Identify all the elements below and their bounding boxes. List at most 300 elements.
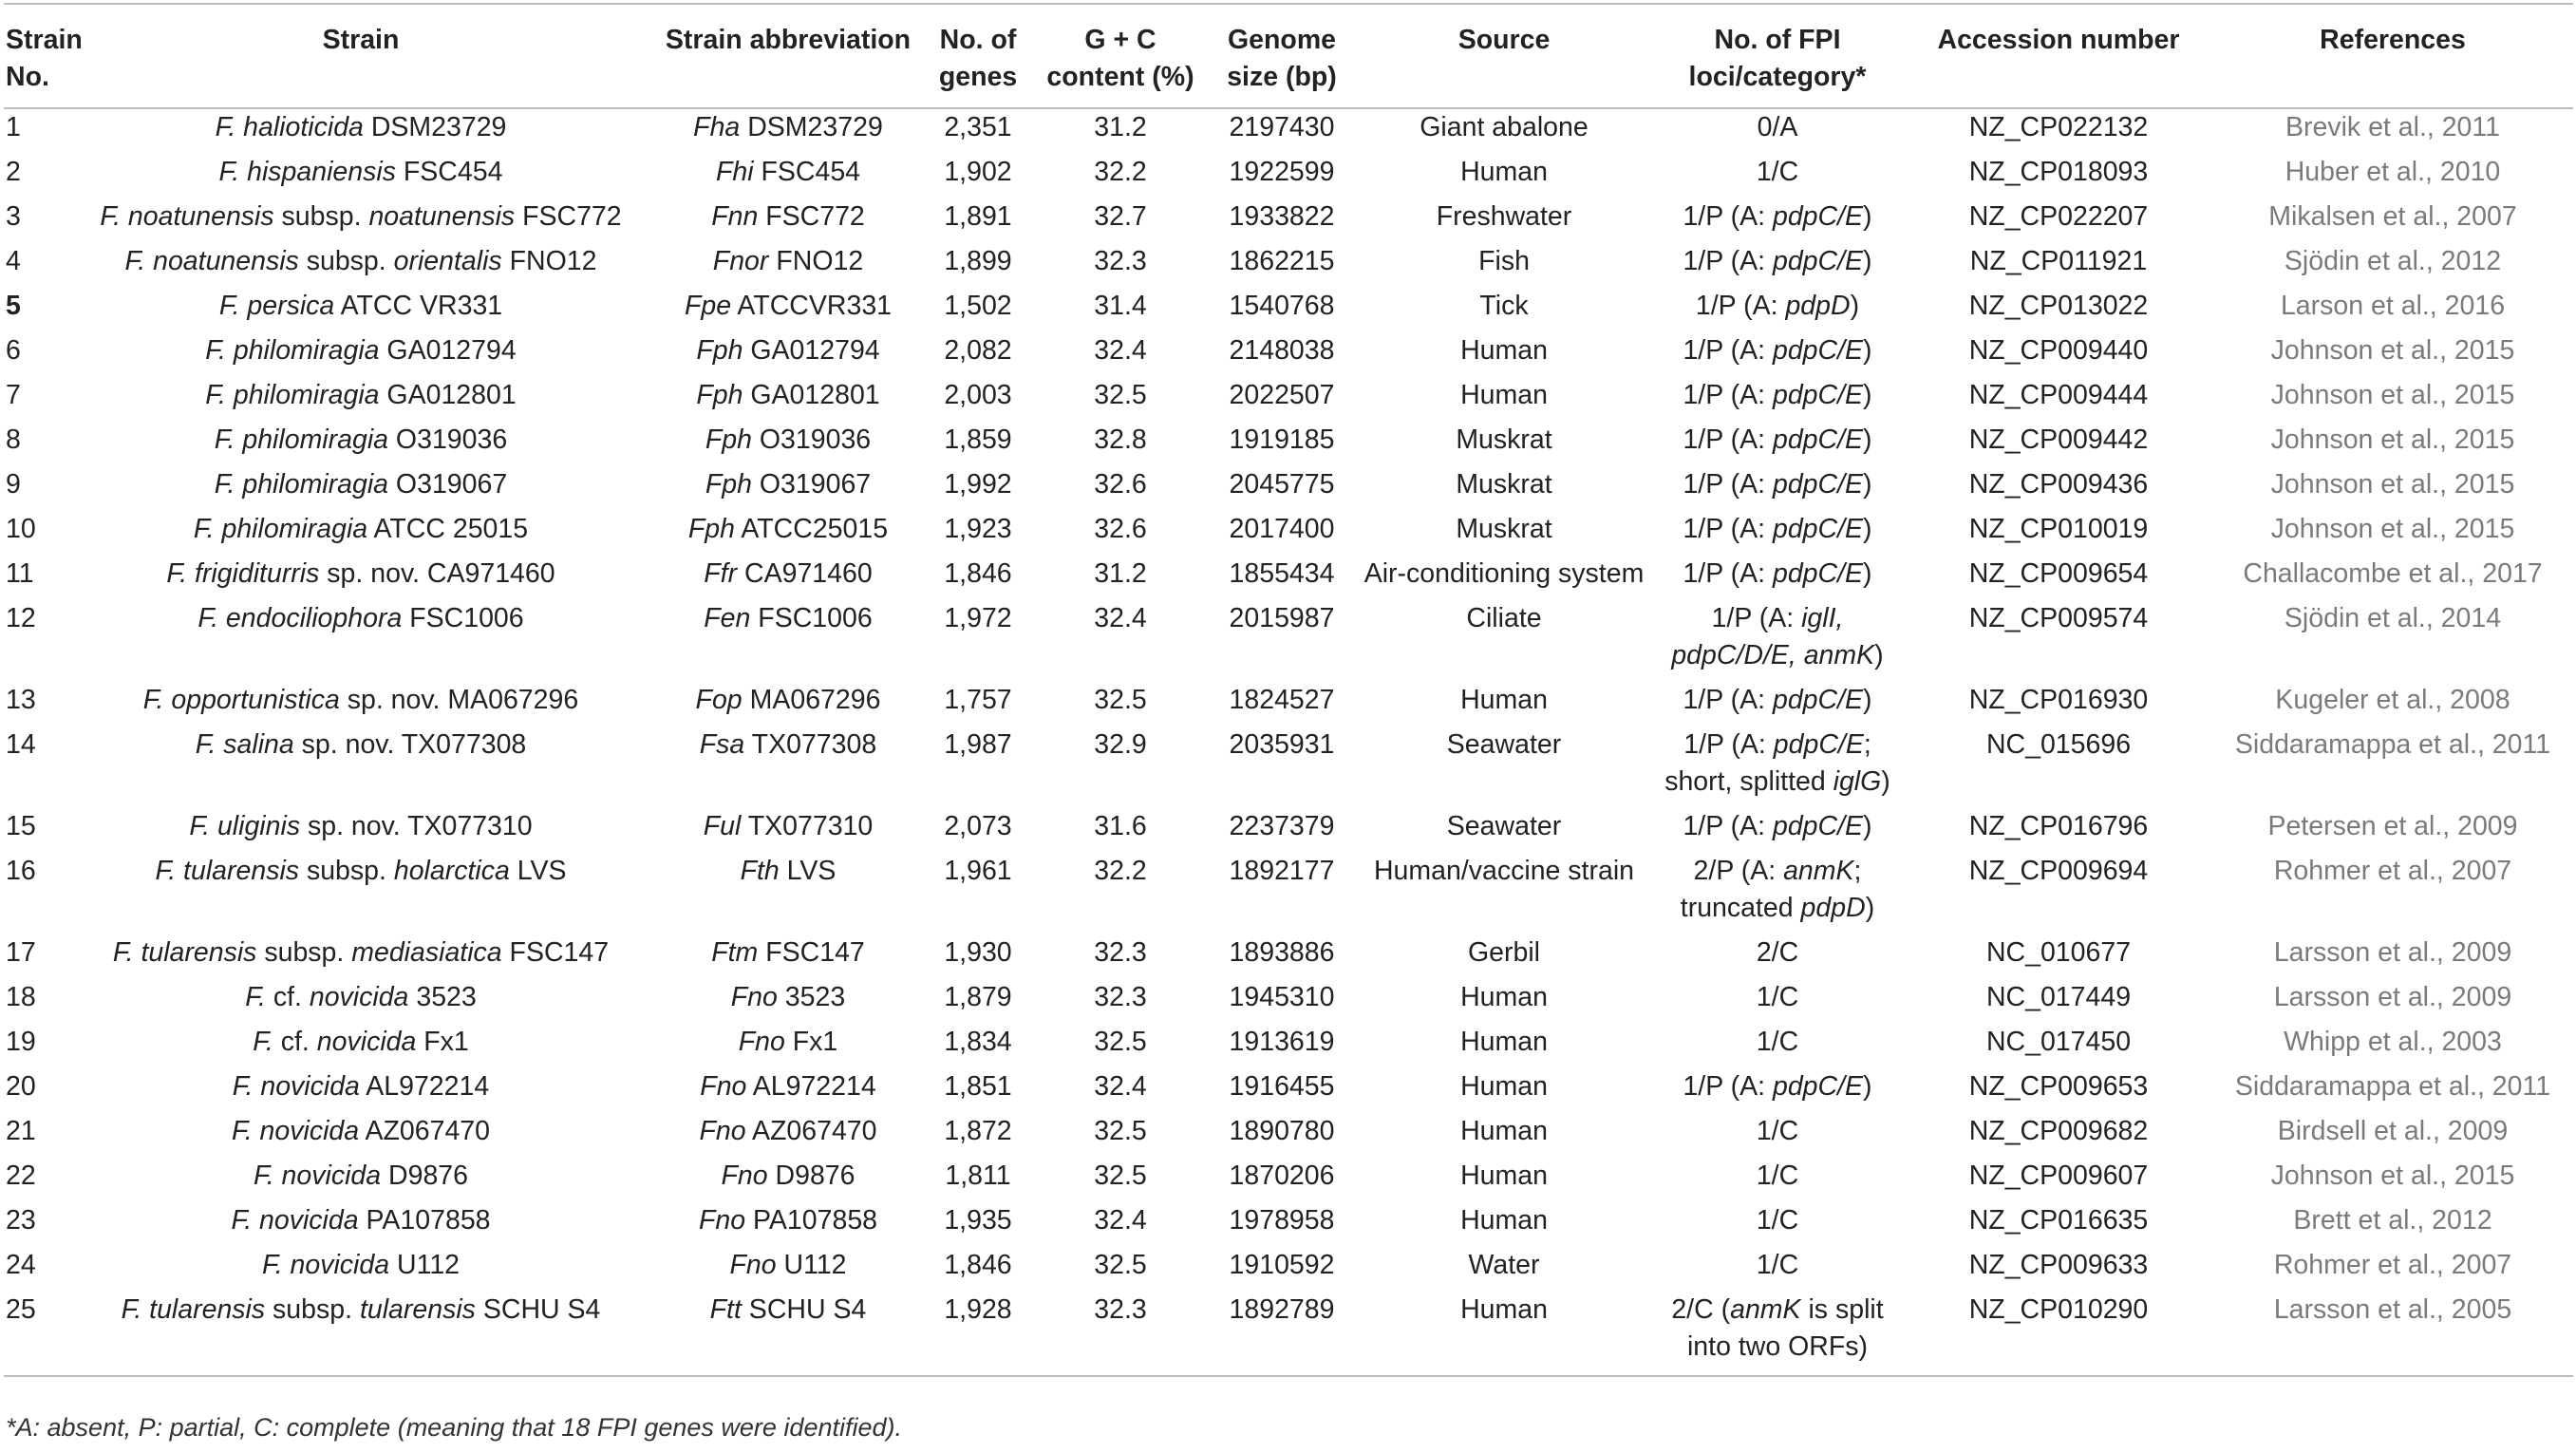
gc-content-cell — [1035, 1113, 1206, 1158]
text-part: 9 — [6, 469, 21, 500]
text-part: 11 — [6, 558, 34, 589]
text-part: Siddaramappa et al., 2011 — [2234, 1071, 2551, 1102]
text-part: NZ_CP009607 — [1968, 1161, 2149, 1191]
gc-content-cell — [1035, 108, 1206, 154]
strain-abbreviation-cell — [655, 808, 921, 853]
text-part: 1,757 — [944, 685, 1012, 715]
text-part: Sjödin et al., 2014 — [2284, 603, 2502, 633]
text-part: size (bp) — [1227, 62, 1337, 92]
text-part: pdpC/E — [1772, 811, 1864, 841]
text-part: 1/P (A: — [1683, 514, 1773, 544]
genome-size-cell — [1206, 600, 1358, 682]
strain-number-cell — [4, 422, 66, 466]
text-part: SCHU S4 — [475, 1294, 601, 1325]
text-part: 10 — [6, 514, 36, 544]
text-part: 2017400 — [1229, 514, 1335, 544]
text-part: Johnson et al., 2015 — [2270, 1161, 2515, 1191]
text-part: Accession number — [1937, 25, 2180, 55]
strain-number-cell — [4, 853, 66, 934]
text-part: 2035931 — [1229, 729, 1335, 760]
text-part: ATCCVR331 — [731, 291, 893, 321]
text-part: ) — [1863, 558, 1872, 589]
text-part: tularensis — [359, 1294, 476, 1325]
table-row — [4, 422, 2573, 466]
gc-content-cell — [1035, 1202, 1206, 1247]
text-part: 1945310 — [1229, 982, 1335, 1012]
column-header — [1358, 4, 1650, 108]
text-part: PA107858 — [358, 1205, 491, 1236]
text-part: NZ_CP022132 — [1968, 112, 2149, 142]
text-part: subsp. — [256, 937, 352, 968]
text-part: Seawater — [1446, 729, 1562, 760]
gc-content-cell — [1035, 556, 1206, 600]
text-part: pdpC/E — [1772, 201, 1864, 232]
text-part: 32.7 — [1094, 201, 1147, 232]
text-part: 1,930 — [944, 937, 1012, 968]
text-part: Larsson et al., 2009 — [2273, 982, 2512, 1012]
text-part: 32.3 — [1094, 982, 1147, 1012]
gene-count-cell — [921, 154, 1035, 198]
fpi-loci-cell — [1650, 243, 1905, 288]
reference-cell — [2212, 377, 2573, 422]
text-part: 1,872 — [944, 1116, 1012, 1146]
text-part: 1922599 — [1229, 157, 1335, 187]
reference-cell — [2212, 1247, 2573, 1292]
strain-number-cell — [4, 154, 66, 198]
text-part: F. tularensis — [155, 856, 300, 886]
text-part: FNO12 — [501, 246, 597, 276]
text-part: Fish — [1478, 246, 1530, 276]
text-part: Fph — [696, 335, 743, 366]
text-part: F. novicida — [231, 1205, 359, 1236]
text-part: 1,811 — [945, 1161, 1011, 1191]
fpi-loci-cell — [1650, 1158, 1905, 1202]
reference-cell — [2212, 198, 2573, 243]
strain-number-cell — [4, 808, 66, 853]
strain-name-cell — [66, 1247, 655, 1292]
fpi-loci-cell — [1650, 288, 1905, 332]
text-part: F. philomiragia — [214, 425, 389, 455]
text-part: 1916455 — [1229, 1071, 1335, 1102]
strain-number-cell — [4, 934, 66, 979]
text-part: 1/P (A: — [1695, 291, 1786, 321]
text-part: G + C — [1084, 25, 1156, 55]
text-part: Whipp et al., 2003 — [2284, 1027, 2502, 1057]
text-part: Fph — [705, 425, 752, 455]
table-row — [4, 556, 2573, 600]
reference-cell — [2212, 422, 2573, 466]
fpi-loci-cell — [1650, 198, 1905, 243]
text-part: 32.3 — [1094, 246, 1147, 276]
text-part: Strain abbreviation — [665, 25, 912, 55]
text-part: 1892177 — [1229, 856, 1335, 886]
reference-cell — [2212, 979, 2573, 1024]
text-part: 1/C — [1756, 1116, 1799, 1146]
text-part: NZ_CP009442 — [1968, 425, 2149, 455]
text-part: F. — [245, 982, 266, 1012]
strain-number-cell — [4, 1024, 66, 1068]
table-row — [4, 198, 2573, 243]
text-part: AZ067470 — [745, 1116, 877, 1146]
text-part: pdpC/E — [1772, 425, 1864, 455]
accession-number-cell — [1905, 934, 2212, 979]
text-part: Petersen et al., 2009 — [2267, 811, 2518, 841]
text-part: Sjödin et al., 2012 — [2284, 246, 2502, 276]
text-part: NZ_CP009654 — [1968, 558, 2149, 589]
gene-count-cell — [921, 1113, 1035, 1158]
text-part: 2,073 — [944, 811, 1012, 841]
genome-size-cell — [1206, 332, 1358, 377]
text-part: 2,003 — [944, 380, 1012, 410]
reference-cell — [2212, 1292, 2573, 1376]
text-part: O319036 — [388, 425, 508, 455]
text-part: Larsson et al., 2009 — [2273, 937, 2512, 968]
gc-content-cell — [1035, 511, 1206, 556]
text-part: Muskrat — [1456, 514, 1552, 544]
text-part: 2/C — [1756, 937, 1799, 968]
text-part: ) — [1874, 640, 1884, 670]
text-part: O319067 — [388, 469, 508, 500]
text-part: 5 — [6, 291, 21, 321]
text-part: sp. nov. TX077310 — [300, 811, 533, 841]
text-part: ) — [1863, 425, 1872, 455]
text-part: 31.6 — [1094, 811, 1147, 841]
text-part: 31.4 — [1094, 291, 1147, 321]
text-part: F. philomiragia — [205, 335, 380, 366]
text-part: truncated — [1680, 893, 1801, 923]
text-part: Fno — [700, 1071, 747, 1102]
strain-abbreviation-cell — [655, 556, 921, 600]
fpi-loci-cell — [1650, 1113, 1905, 1158]
text-part: NZ_CP009436 — [1968, 469, 2149, 500]
text-part: Ftt — [709, 1294, 742, 1325]
text-part: 1 — [6, 112, 21, 142]
text-part: FSC772 — [758, 201, 865, 232]
text-part: 14 — [6, 729, 36, 760]
text-part: 1,992 — [944, 469, 1012, 500]
column-header — [1650, 4, 1905, 108]
text-part: GA012794 — [743, 335, 880, 366]
text-part: 16 — [6, 856, 36, 886]
text-part: Tick — [1479, 291, 1529, 321]
table-row — [4, 1024, 2573, 1068]
text-part: subsp. — [265, 1294, 360, 1325]
text-part: Huber et al., 2010 — [2285, 157, 2501, 187]
text-part: No. of FPI — [1714, 25, 1841, 55]
text-part: 18 — [6, 982, 36, 1012]
text-part: ATCC25015 — [735, 514, 889, 544]
text-part: F. salina — [195, 729, 294, 760]
text-part: orientalis — [393, 246, 502, 276]
reference-cell — [2212, 934, 2573, 979]
source-cell — [1358, 556, 1650, 600]
text-part: Fnor — [712, 246, 769, 276]
text-part: pdpC/E — [1772, 469, 1864, 500]
text-part: ) — [1863, 335, 1872, 366]
text-part: NZ_CP016796 — [1968, 811, 2149, 841]
text-part: Fop — [695, 685, 743, 715]
text-part: 32.9 — [1094, 729, 1147, 760]
text-part: CA971460 — [737, 558, 873, 589]
strain-number-cell — [4, 108, 66, 154]
strain-number-cell — [4, 243, 66, 288]
text-part: Ciliate — [1466, 603, 1542, 633]
text-part: 32.4 — [1094, 335, 1147, 366]
text-part: 1/P (A: — [1683, 558, 1773, 589]
text-part: 3523 — [408, 982, 477, 1012]
gc-content-cell — [1035, 198, 1206, 243]
text-part: 3523 — [777, 982, 846, 1012]
text-part: Source — [1457, 25, 1551, 55]
text-part: F. philomiragia — [205, 380, 380, 410]
genome-size-cell — [1206, 979, 1358, 1024]
text-part: Challacombe et al., 2017 — [2243, 558, 2543, 589]
accession-number-cell — [1905, 422, 2212, 466]
text-part: Human — [1460, 982, 1548, 1012]
text-part: 1862215 — [1229, 246, 1335, 276]
text-part: 31.2 — [1094, 112, 1147, 142]
strain-abbreviation-cell — [655, 288, 921, 332]
accession-number-cell — [1905, 377, 2212, 422]
source-cell — [1358, 1068, 1650, 1113]
source-cell — [1358, 1292, 1650, 1376]
text-part: GA012801 — [743, 380, 880, 410]
gc-content-cell — [1035, 1024, 1206, 1068]
strain-number-cell — [4, 1202, 66, 1247]
text-part: O319067 — [751, 469, 872, 500]
genome-size-cell — [1206, 108, 1358, 154]
text-part: 32.3 — [1094, 1294, 1147, 1325]
text-part: NZ_CP022207 — [1968, 201, 2149, 232]
strain-table-container — [4, 3, 2573, 1377]
text-part: 32.3 — [1094, 937, 1147, 968]
text-part: novicida — [316, 1027, 417, 1057]
text-part: F. hispaniensis — [218, 157, 396, 187]
fpi-loci-cell — [1650, 600, 1905, 682]
reference-cell — [2212, 1024, 2573, 1068]
text-part: Fx1 — [416, 1027, 469, 1057]
text-part: ) — [1863, 514, 1872, 544]
text-part: D9876 — [381, 1161, 469, 1191]
text-part: LVS — [509, 856, 567, 886]
text-part: ) — [1863, 246, 1872, 276]
genome-size-cell — [1206, 1068, 1358, 1113]
accession-number-cell — [1905, 108, 2212, 154]
text-part: Seawater — [1446, 811, 1562, 841]
gene-count-cell — [921, 422, 1035, 466]
strain-number-cell — [4, 1113, 66, 1158]
text-part: Johnson et al., 2015 — [2270, 514, 2515, 544]
accession-number-cell — [1905, 979, 2212, 1024]
text-part: 1/C — [1756, 157, 1799, 187]
text-part: 4 — [6, 246, 21, 276]
text-part: Muskrat — [1456, 425, 1552, 455]
strain-name-cell — [66, 726, 655, 808]
table-row — [4, 979, 2573, 1024]
genome-size-cell — [1206, 682, 1358, 726]
table-row — [4, 377, 2573, 422]
text-part: novicida — [309, 982, 409, 1012]
text-part: 1870206 — [1229, 1161, 1335, 1191]
fpi-loci-cell — [1650, 511, 1905, 556]
text-part: FSC1006 — [402, 603, 524, 633]
text-part: 13 — [6, 685, 36, 715]
strain-abbreviation-cell — [655, 466, 921, 511]
text-part: 1893886 — [1229, 937, 1335, 968]
text-part: iglG — [1833, 766, 1882, 797]
strain-abbreviation-cell — [655, 243, 921, 288]
text-part: Human — [1460, 1071, 1548, 1102]
genome-size-cell — [1206, 1202, 1358, 1247]
table-row — [4, 1292, 2573, 1376]
strain-abbreviation-cell — [655, 1113, 921, 1158]
text-part: 1,859 — [944, 425, 1012, 455]
gene-count-cell — [921, 1247, 1035, 1292]
text-part: sp. nov. TX077308 — [293, 729, 527, 760]
text-part: F. novicida — [253, 1161, 382, 1191]
column-header — [655, 4, 921, 108]
strain-abbreviation-cell — [655, 1068, 921, 1113]
fpi-loci-cell — [1650, 1292, 1905, 1376]
text-part: 2/C ( — [1671, 1294, 1731, 1325]
strain-number-cell — [4, 979, 66, 1024]
text-part: anmK — [1783, 856, 1854, 886]
strain-abbreviation-cell — [655, 1247, 921, 1292]
text-part: ) — [1865, 893, 1875, 923]
strain-number-cell — [4, 1247, 66, 1292]
text-part: ) — [1863, 811, 1872, 841]
text-part: Rohmer et al., 2007 — [2273, 856, 2512, 886]
strain-number-cell — [4, 556, 66, 600]
text-part: genes — [938, 62, 1018, 92]
fpi-loci-cell — [1650, 1247, 1905, 1292]
text-part: Birdsell et al., 2009 — [2277, 1116, 2509, 1146]
text-part: 2 — [6, 157, 21, 187]
text-part: NZ_CP009694 — [1968, 856, 2149, 886]
text-part: F. tularensis — [121, 1294, 266, 1325]
text-part: 1/P (A: — [1683, 685, 1773, 715]
text-part: Brevik et al., 2011 — [2285, 112, 2500, 142]
text-part: NC_017450 — [1985, 1027, 2132, 1057]
accession-number-cell — [1905, 682, 2212, 726]
text-part: Fno — [730, 982, 778, 1012]
accession-number-cell — [1905, 243, 2212, 288]
reference-cell — [2212, 600, 2573, 682]
text-part: Freshwater — [1436, 201, 1572, 232]
reference-cell — [2212, 108, 2573, 154]
reference-cell — [2212, 556, 2573, 600]
text-part: 1913619 — [1229, 1027, 1335, 1057]
text-part: NZ_CP009682 — [1968, 1116, 2149, 1146]
strain-name-cell — [66, 1024, 655, 1068]
text-part: 0/A — [1757, 112, 1798, 142]
text-part: 1,972 — [944, 603, 1012, 633]
text-part: Kugeler et al., 2008 — [2275, 685, 2510, 715]
text-part: DSM23729 — [363, 112, 507, 142]
text-part: pdpC/D/E, anmK — [1671, 640, 1875, 670]
text-part: ) — [1863, 201, 1872, 232]
text-part: 17 — [6, 937, 36, 968]
strain-table — [4, 3, 2573, 1377]
text-part: pdpC/E — [1772, 380, 1864, 410]
gene-count-cell — [921, 979, 1035, 1024]
gene-count-cell — [921, 1292, 1035, 1376]
fpi-loci-cell — [1650, 1202, 1905, 1247]
gene-count-cell — [921, 1158, 1035, 1202]
strain-abbreviation-cell — [655, 853, 921, 934]
text-part: D9876 — [767, 1161, 856, 1191]
text-part: Johnson et al., 2015 — [2270, 425, 2515, 455]
text-part: 21 — [6, 1116, 36, 1146]
source-cell — [1358, 934, 1650, 979]
text-part: short, splitted — [1664, 766, 1833, 797]
text-part: NC_017449 — [1985, 982, 2132, 1012]
text-part: GA012794 — [379, 335, 517, 366]
strain-name-cell — [66, 466, 655, 511]
genome-size-cell — [1206, 1024, 1358, 1068]
strain-name-cell — [66, 808, 655, 853]
text-part: 1824527 — [1229, 685, 1335, 715]
reference-cell — [2212, 288, 2573, 332]
gc-content-cell — [1035, 1292, 1206, 1376]
strain-number-cell — [4, 198, 66, 243]
source-cell — [1358, 377, 1650, 422]
strain-number-cell — [4, 1292, 66, 1376]
text-part: U112 — [776, 1250, 847, 1280]
strain-abbreviation-cell — [655, 934, 921, 979]
table-row — [4, 243, 2573, 288]
text-part: 24 — [6, 1250, 36, 1280]
gene-count-cell — [921, 108, 1035, 154]
accession-number-cell — [1905, 288, 2212, 332]
text-part: 1/C — [1756, 1205, 1799, 1236]
table-row — [4, 154, 2573, 198]
source-cell — [1358, 1113, 1650, 1158]
text-part: subsp. — [298, 246, 394, 276]
text-part: Larson et al., 2016 — [2280, 291, 2506, 321]
source-cell — [1358, 511, 1650, 556]
accession-number-cell — [1905, 556, 2212, 600]
fpi-loci-cell — [1650, 108, 1905, 154]
strain-abbreviation-cell — [655, 108, 921, 154]
text-part: 32.4 — [1094, 1071, 1147, 1102]
text-part: Mikalsen et al., 2007 — [2268, 201, 2517, 232]
reference-cell — [2212, 1113, 2573, 1158]
table-body — [4, 108, 2573, 1376]
strain-number-cell — [4, 288, 66, 332]
text-part: U112 — [389, 1250, 461, 1280]
text-part: Human — [1460, 380, 1548, 410]
table-header — [4, 4, 2573, 108]
text-part: F. halioticida — [215, 112, 364, 142]
strain-number-cell — [4, 1068, 66, 1113]
text-part: GA012801 — [379, 380, 517, 410]
genome-size-cell — [1206, 1158, 1358, 1202]
text-part: No. — [6, 62, 49, 92]
text-part: F. novicida — [231, 1116, 360, 1146]
table-row — [4, 853, 2573, 934]
strain-abbreviation-cell — [655, 198, 921, 243]
fpi-loci-cell — [1650, 1068, 1905, 1113]
genome-size-cell — [1206, 422, 1358, 466]
text-part: 1/C — [1756, 1161, 1799, 1191]
text-part: NZ_CP016930 — [1968, 685, 2149, 715]
text-part: 1,935 — [944, 1205, 1012, 1236]
header-row — [4, 4, 2573, 108]
text-part: 1/C — [1756, 982, 1799, 1012]
text-part: Johnson et al., 2015 — [2270, 335, 2515, 366]
gc-content-cell — [1035, 934, 1206, 979]
